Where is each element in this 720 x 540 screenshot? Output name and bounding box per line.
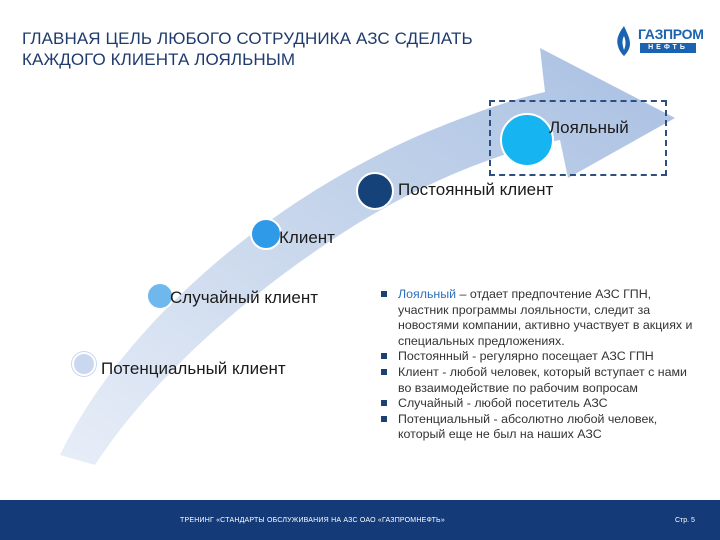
list-item-text: Случайный - любой посетитель АЗС bbox=[398, 396, 608, 411]
stage-label-potential: Потенциальный клиент bbox=[101, 359, 286, 378]
list-item-text: Потенциальный - абсолютно любой человек, который еще не был на наших АЗС bbox=[398, 411, 658, 442]
list-item bbox=[381, 412, 701, 443]
stage-circle-client bbox=[250, 218, 282, 250]
list-item-text: Постоянный - регулярно посещает АЗС ГПН bbox=[398, 349, 654, 364]
list-item-text: Клиент - любой человек, который вступает с нами во взаимодействие по рабочим вопросам bbox=[398, 364, 687, 395]
stage-circle-potential bbox=[72, 352, 96, 376]
footer-text: ТРЕНИНГ «СТАНДАРТЫ ОБСЛУЖИВАНИЯ НА АЗС ОАО «ГАЗПРОМНЕФТЬ» bbox=[180, 517, 445, 524]
bullet-square-icon bbox=[381, 353, 387, 359]
bullet-square-icon bbox=[381, 291, 387, 297]
stage-label-loyal: Лояльный bbox=[549, 118, 629, 137]
list-item bbox=[381, 365, 701, 396]
stage-circle-regular bbox=[356, 172, 394, 210]
logo-text-bottom: НЕФТЬ bbox=[640, 43, 696, 53]
logo-text-top: ГАЗПРОМ bbox=[638, 26, 704, 42]
list-item bbox=[381, 287, 701, 349]
page-number: Стр. 5 bbox=[675, 517, 695, 524]
list-item bbox=[381, 396, 701, 412]
stage-label-regular: Постоянный клиент bbox=[398, 180, 554, 199]
stage-label-random: Случайный клиент bbox=[170, 288, 319, 307]
footer-bar bbox=[0, 500, 720, 540]
stage-circle-loyal bbox=[500, 113, 554, 167]
bullet-square-icon bbox=[381, 400, 387, 406]
list-item-lead: Лояльный bbox=[398, 287, 457, 301]
list-item-text: – отдает предпочтение АЗС ГПН, участник программы лояльности, следит за новостями компании, активно участвует в акциях и специальных предложениях. bbox=[398, 287, 693, 348]
definitions-list bbox=[381, 287, 701, 443]
stage-label-client: Клиент bbox=[279, 228, 335, 247]
bullet-square-icon bbox=[381, 369, 387, 375]
title-line-2: КАЖДОГО КЛИЕНТА ЛОЯЛЬНЫМ bbox=[22, 50, 296, 69]
list-item bbox=[381, 349, 701, 365]
title-line-1: ГЛАВНАЯ ЦЕЛЬ ЛЮБОГО СОТРУДНИКА АЗС СДЕЛАТЬ bbox=[22, 29, 473, 48]
bullet-square-icon bbox=[381, 416, 387, 422]
